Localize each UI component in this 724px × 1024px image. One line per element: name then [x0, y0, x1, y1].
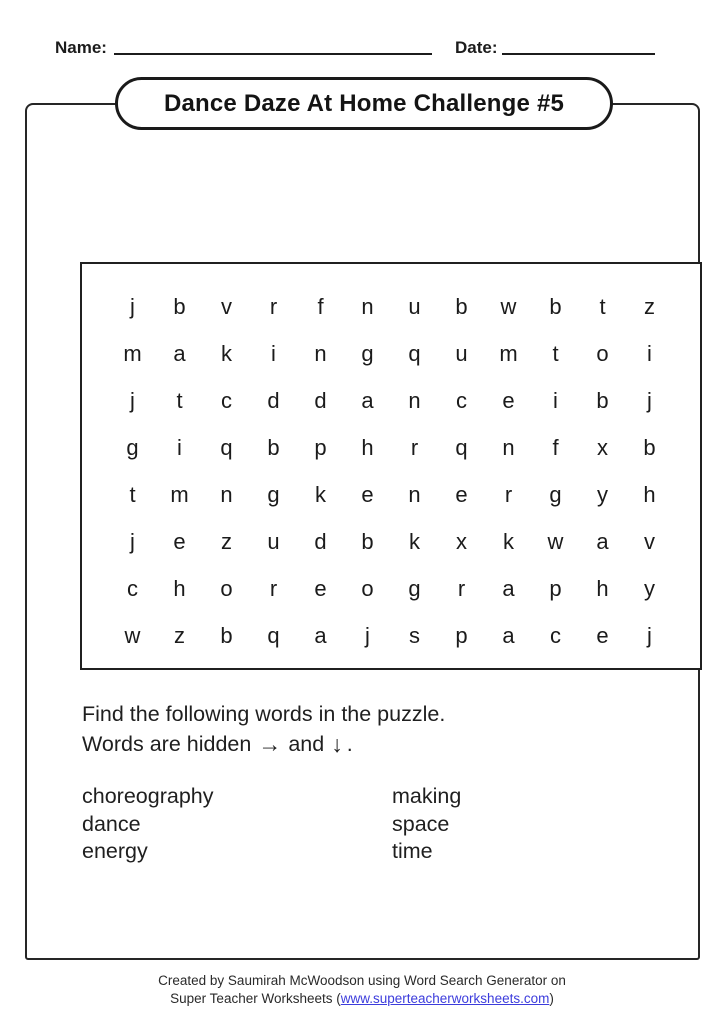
grid-letter: t: [129, 481, 136, 507]
grid-letter: a: [596, 528, 609, 554]
puzzle-grid-box: [80, 262, 702, 670]
grid-letter: h: [173, 575, 186, 601]
grid-letter: d: [314, 387, 327, 413]
grid-letter: o: [596, 340, 609, 366]
grid-letter: i: [177, 434, 182, 460]
grid-letter: j: [130, 528, 135, 554]
grid-letter: t: [552, 340, 559, 366]
grid-letter: e: [361, 481, 374, 507]
grid-letter: e: [455, 481, 468, 507]
grid-letter: x: [456, 528, 467, 554]
grid-letter: m: [170, 481, 189, 507]
footer-line-2: [0, 990, 724, 1008]
grid-letter: z: [221, 528, 232, 554]
name-blank-line: [114, 34, 432, 55]
word-list-item: energy: [82, 839, 148, 863]
grid-letter: v: [644, 528, 655, 554]
instructions-line-2: [82, 729, 445, 759]
grid-letter: j: [647, 387, 652, 413]
grid-letter: r: [457, 575, 466, 601]
grid-letter: f: [552, 434, 559, 460]
grid-letter: r: [410, 434, 419, 460]
grid-letter: e: [502, 387, 515, 413]
grid-letter: q: [267, 622, 280, 648]
grid-letter: h: [643, 481, 656, 507]
grid-letter: b: [596, 387, 609, 413]
grid-letter: j: [130, 387, 135, 413]
grid-letter: i: [647, 340, 652, 366]
grid-letter: c: [456, 387, 467, 413]
grid-letter: g: [126, 434, 139, 460]
grid-letter: g: [408, 575, 421, 601]
grid-letter: r: [504, 481, 513, 507]
grid-letter: m: [123, 340, 142, 366]
instructions-line-1: Find the following words in the puzzle.: [82, 702, 446, 726]
grid-letter: b: [267, 434, 280, 460]
grid-letter: c: [550, 622, 561, 648]
date-blank-line: [502, 34, 655, 55]
grid-letter: f: [317, 293, 324, 319]
grid-letter: a: [502, 575, 515, 601]
worksheet-frame: [25, 103, 700, 960]
instructions-and-text: and: [288, 731, 325, 756]
grid-letter: w: [500, 293, 517, 319]
grid-letter: j: [365, 622, 370, 648]
grid-letter: o: [220, 575, 233, 601]
grid-letter: j: [130, 293, 135, 319]
grid-letter: k: [221, 340, 232, 366]
grid-letter: g: [549, 481, 562, 507]
grid-letter: z: [174, 622, 185, 648]
grid-letter: a: [314, 622, 327, 648]
grid-letter: a: [502, 622, 515, 648]
grid-letter: g: [267, 481, 280, 507]
grid-letter: t: [176, 387, 183, 413]
grid-letter: b: [643, 434, 656, 460]
grid-letter: v: [221, 293, 232, 319]
grid-letter: e: [596, 622, 609, 648]
grid-letter: p: [314, 434, 327, 460]
grid-letter: n: [361, 293, 374, 319]
grid-letter: a: [173, 340, 186, 366]
grid-letter: k: [409, 528, 420, 554]
word-list-item: choreography: [82, 784, 214, 808]
letter-grid: [109, 283, 700, 659]
footer-credit: [0, 972, 724, 1008]
grid-letter: b: [455, 293, 468, 319]
grid-letter: w: [124, 622, 141, 648]
date-label: Date:: [455, 38, 498, 57]
footer-link[interactable]: www.superteacherworksheets.com: [340, 991, 550, 1006]
word-list: [82, 783, 461, 866]
instructions-line-2-text: Words are hidden: [82, 731, 252, 756]
down-arrow-icon: ↓: [331, 730, 343, 757]
grid-letter: w: [547, 528, 564, 554]
grid-letter: g: [361, 340, 374, 366]
grid-letter: s: [409, 622, 420, 648]
grid-letter: j: [647, 622, 652, 648]
grid-letter: y: [597, 481, 608, 507]
grid-letter: p: [549, 575, 562, 601]
grid-letter: b: [549, 293, 562, 319]
grid-letter: n: [502, 434, 515, 460]
grid-letter: m: [499, 340, 518, 366]
grid-letter: u: [267, 528, 280, 554]
instructions: [82, 700, 445, 758]
grid-letter: a: [361, 387, 374, 413]
grid-letter: o: [361, 575, 374, 601]
word-list-item: making: [392, 784, 462, 808]
grid-letter: i: [271, 340, 276, 366]
footer-line-2-suffix: ): [549, 991, 554, 1006]
grid-letter: n: [220, 481, 233, 507]
grid-letter: b: [220, 622, 233, 648]
grid-letter: b: [173, 293, 186, 319]
grid-letter: r: [269, 293, 278, 319]
grid-letter: p: [455, 622, 468, 648]
grid-letter: h: [596, 575, 609, 601]
grid-letter: d: [314, 528, 327, 554]
right-arrow-icon: →: [258, 730, 282, 757]
grid-letter: n: [314, 340, 327, 366]
grid-letter: k: [503, 528, 514, 554]
grid-letter: d: [267, 387, 280, 413]
word-list-item: dance: [82, 811, 141, 836]
grid-letter: n: [408, 481, 421, 507]
grid-letter: n: [408, 387, 421, 413]
grid-letter: u: [408, 293, 421, 319]
grid-letter: u: [455, 340, 468, 366]
grid-letter: t: [599, 293, 606, 319]
word-col-1: [82, 783, 392, 866]
grid-letter: y: [644, 575, 655, 601]
worksheet-title: [115, 77, 613, 130]
grid-letter: z: [644, 293, 655, 319]
grid-letter: x: [597, 434, 608, 460]
name-label: Name:: [55, 38, 107, 57]
grid-letter: e: [314, 575, 327, 601]
page-title: Dance Daze At Home Challenge #5: [163, 89, 565, 117]
grid-letter: q: [220, 434, 233, 460]
footer-line-1: Created by Saumirah McWoodson using Word Search Generator on: [158, 973, 566, 988]
grid-letter: b: [361, 528, 374, 554]
grid-letter: q: [408, 340, 421, 366]
word-list-item: space: [392, 811, 450, 836]
grid-letter: r: [269, 575, 278, 601]
grid-letter: q: [455, 434, 468, 460]
grid-letter: k: [315, 481, 326, 507]
grid-letter: c: [221, 387, 232, 413]
grid-letter: i: [553, 387, 558, 413]
grid-letter: h: [361, 434, 374, 460]
word-list-item: time: [392, 839, 433, 863]
instructions-period: .: [346, 731, 353, 756]
word-col-2: [392, 783, 461, 866]
footer-line-2-prefix: Super Teacher Worksheets (: [170, 991, 341, 1006]
grid-letter: e: [173, 528, 186, 554]
grid-letter: c: [127, 575, 138, 601]
